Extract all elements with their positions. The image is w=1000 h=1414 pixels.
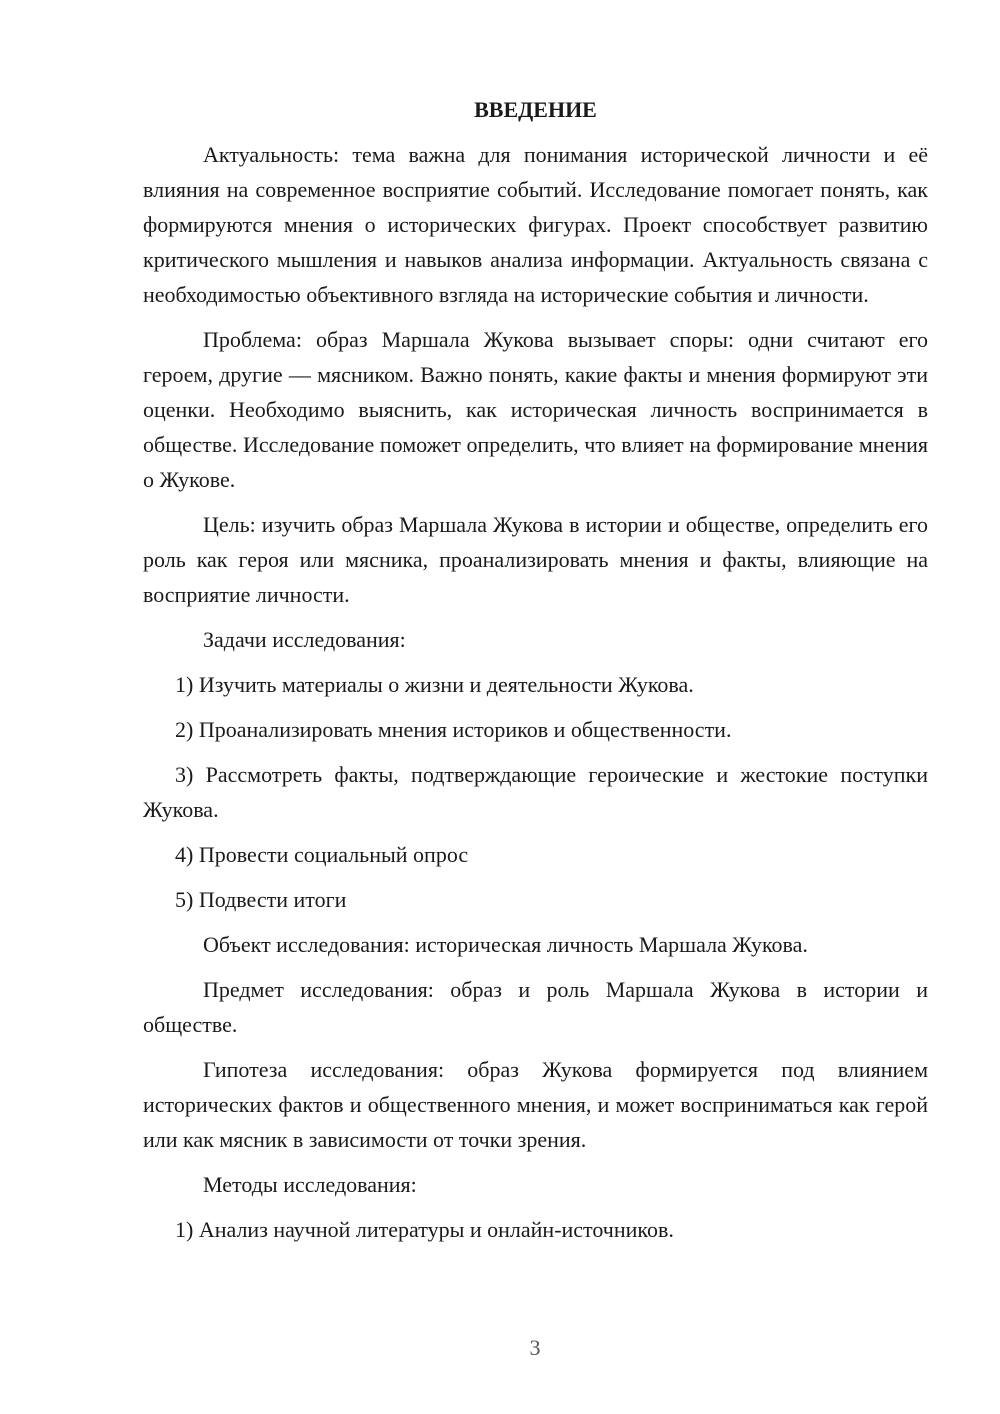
task-item: 3) Рассмотреть факты, подтверждающие героические и жестокие поступки Жукова. xyxy=(143,762,928,822)
task-item: 2) Проанализировать мнения историков и общественности. xyxy=(175,717,732,742)
problem-paragraph: Проблема: образ Маршала Жукова вызывает споры: одни считают его героем, другие — мясником. Важно понять, какие факты и мнения формируют эти оценки. Необходимо выяснить, как историческая личность воспринимается в обществе. Исследование поможет определить, что влияет на формирование мнения о Жукове. xyxy=(143,327,928,492)
task-item: 1) Изучить материалы о жизни и деятельности Жукова. xyxy=(175,672,694,697)
hypothesis-paragraph: Гипотеза исследования: образ Жукова формируется под влиянием исторических фактов и общественного мнения, и может восприниматься как герой или как мясник в зависимости от точки зрения. xyxy=(143,1057,928,1152)
methods-heading: Методы исследования: xyxy=(203,1172,417,1197)
object-paragraph: Объект исследования: историческая личность Маршала Жукова. xyxy=(203,932,808,957)
page-content xyxy=(143,92,928,1257)
task-item: 4) Провести социальный опрос xyxy=(175,842,469,867)
section-title: ВВЕДЕНИЕ xyxy=(474,97,597,122)
relevance-paragraph: Актуальность: тема важна для понимания исторической личности и её влияния на современное восприятие событий. Исследование помогает понять, как формируются мнения о исторических фигурах. Проект способствует развитию критического мышления и навыков анализа информации. Актуальность связана с необходимостью объективного взгляда на исторические события и личности. xyxy=(143,142,928,307)
task-item: 5) Подвести итоги xyxy=(175,887,347,912)
subject-paragraph: Предмет исследования: образ и роль Маршала Жукова в истории и обществе. xyxy=(143,977,928,1037)
page-number: 3 xyxy=(529,1335,541,1360)
tasks-heading: Задачи исследования: xyxy=(203,627,406,652)
method-item: 1) Анализ научной литературы и онлайн-источников. xyxy=(175,1217,674,1242)
goal-paragraph: Цель: изучить образ Маршала Жукова в истории и обществе, определить его роль как героя или мясника, проанализировать мнения и факты, влияющие на восприятие личности. xyxy=(143,512,928,607)
